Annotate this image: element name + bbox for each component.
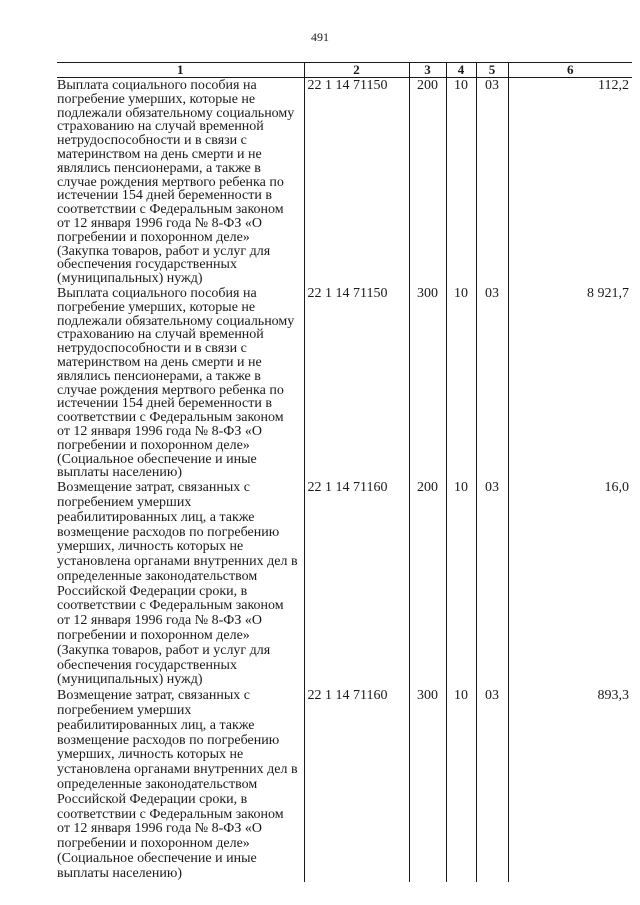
expense-name: Выплата социального пособия на погребение умерших, которые не подлежали обязательному социальному страхованию на случай временной нетрудоспособности и в связи с материнством на день смерти и не являлись пенсионерами, а также в случае рождения мертвого ребенка по истечении 154 дней беременности в соответствии с Федеральным законом от 12 января 1996 года № 8-ФЗ «О погребении и похоронном деле» (Социальное обеспечение и иные выплаты населению): [57, 285, 295, 481]
amount: 8 921,7: [508, 286, 632, 480]
subsection-code: 03: [476, 286, 508, 480]
section-code: 10: [446, 286, 476, 480]
expense-name: Возмещение затрат, связанных с погребением умерших реабилитированных лиц, а также возмещение расходов по погребению умерших, личность которых не установлена органами внутренних дел в определенные законодательством Российской Федерации сроки, в соответствии с Федеральным законом от 12 января 1996 года № 8-ФЗ «О погребении и похоронном деле» (Закупка товаров, работ и услуг для обеспечения государственных (муниципальных) нужд): [57, 480, 298, 688]
subsection-code: 03: [476, 78, 508, 286]
table-row: [57, 78, 632, 286]
expense-type-code: 200: [409, 480, 446, 688]
section-code: 10: [446, 480, 476, 688]
expense-type-code: 200: [409, 78, 446, 286]
table-row: [57, 480, 632, 688]
column-header-3: 3: [409, 63, 446, 78]
column-header-6: 6: [508, 63, 632, 78]
expense-name: Выплата социального пособия на погребение умерших, которые не подлежали обязательному социальному страхованию на случай временной нетрудоспособности и в связи с материнством на день смерти и не являлись пенсионерами, а также в случае рождения мертвого ребенка по истечении 154 дней беременности в соответствии с Федеральным законом от 12 января 1996 года № 8-ФЗ «О погребении и похоронном деле» (Закупка товаров, работ и услуг для обеспечения государственных (муниципальных) нужд): [57, 78, 295, 287]
section-code: 10: [446, 78, 476, 286]
budget-table: [57, 62, 632, 882]
subsection-code: 03: [476, 688, 508, 881]
target-article-code: 22 1 14 71160: [304, 688, 409, 881]
expense-type-code: 300: [409, 688, 446, 881]
target-article-code: 22 1 14 71150: [304, 78, 409, 286]
target-article-code: 22 1 14 71160: [304, 480, 409, 688]
page-number: 491: [311, 30, 329, 44]
column-header-4: 4: [446, 63, 476, 78]
column-header-5: 5: [476, 63, 508, 78]
amount: 112,2: [508, 78, 632, 286]
column-header-1: 1: [57, 63, 304, 78]
table-row: [57, 688, 632, 881]
expense-type-code: 300: [409, 286, 446, 480]
subsection-code: 03: [476, 480, 508, 688]
target-article-code: 22 1 14 71150: [304, 286, 409, 480]
table-header-row: [57, 63, 632, 78]
expense-name: Возмещение затрат, связанных с погребением умерших реабилитированных лиц, а также возмещение расходов по погребению умерших, личность которых не установлена органами внутренних дел в определенные законодательством Российской Федерации сроки, в соответствии с Федеральным законом от 12 января 1996 года № 8-ФЗ «О погребении и похоронном деле» (Социальное обеспечение и иные выплаты населению): [57, 688, 298, 881]
amount: 893,3: [508, 688, 632, 881]
table-row: [57, 286, 632, 480]
amount: 16,0: [508, 480, 632, 688]
column-header-2: 2: [304, 63, 409, 78]
section-code: 10: [446, 688, 476, 881]
